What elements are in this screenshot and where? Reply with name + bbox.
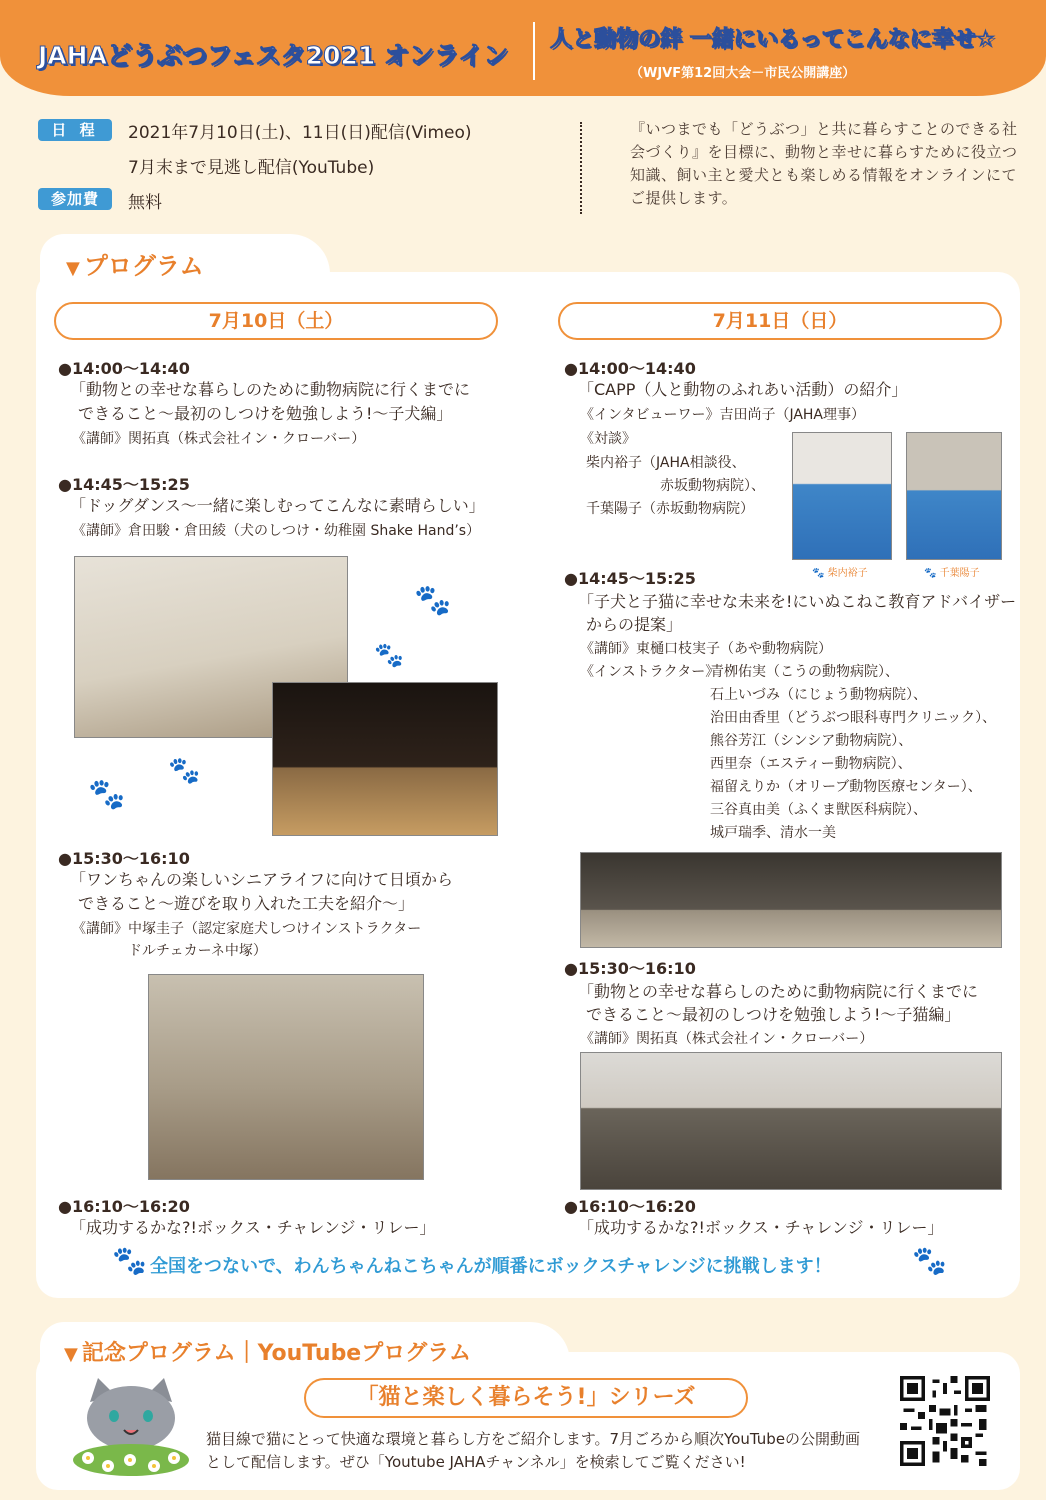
instructor-item: 西里奈（エスティー動物病院）、	[710, 756, 912, 772]
day2-session3-lecturer: 《講師》関拓真（株式会社イン・クローバー）	[580, 1031, 874, 1047]
day2-session2-lecturer: 《講師》東樋口枝実子（あや動物病院）	[580, 641, 832, 657]
schedule-line-2: 7月末まで見逃し配信(YouTube)	[128, 158, 375, 178]
info-divider	[580, 122, 582, 214]
day1-session3-title-2: できること～遊びを取り入れた工夫を紹介～」	[78, 894, 415, 913]
senior-dog-photo	[148, 974, 424, 1180]
instructor-item: 三谷真由美（ふくま獣医科病院）、	[710, 802, 927, 818]
day1-session1-lecturer: 《講師》関拓真（株式会社イン・クローバー）	[72, 431, 366, 447]
event-title: JAHAどうぶつフェスタ2021 オンライン	[38, 41, 509, 70]
caption-chiba	[924, 564, 980, 579]
program-heading-text: プログラム	[83, 252, 204, 280]
day1-session4-time: ●16:10～16:20	[58, 1197, 190, 1216]
schedule-label: 日 程	[38, 119, 112, 141]
paw-icon: 🐾	[112, 1244, 147, 1277]
day2-session4-title: 「成功するかな?!ボックス・チャレンジ・リレー」	[578, 1218, 944, 1237]
event-description: 『いつまでも「どうぶつ」と共に暮らすことのできる社会づくり』を目標に、動物と幸せに暮らすために役立つ知識、飼い主と愛犬とも楽しめる情報をオンラインにてご提供します。	[630, 120, 1018, 207]
day2-session1-title: 「CAPP（人と動物のふれあい活動）の紹介」	[578, 380, 908, 399]
day1-session3-title-1: 「ワンちゃんの楽しいシニアライフに向けて日頃から	[70, 870, 454, 889]
memorial-heading	[64, 1336, 471, 1367]
caption-shibanai	[812, 564, 868, 579]
qr-code-icon[interactable]	[900, 1376, 990, 1466]
triangle-down-icon: ▼	[66, 258, 80, 279]
day1-session1-title-1: 「動物との幸せな暮らしのために動物病院に行くまでに	[70, 380, 471, 399]
instructor-item: 熊谷芳江（シンシア動物病院）、	[710, 733, 913, 749]
event-subtitle-2: （WJVF第12回大会－市民公開講座）	[630, 66, 856, 81]
day2-session3-time: ●15:30～16:10	[564, 959, 696, 978]
day2-date: 7月11日（日）	[558, 302, 1002, 340]
day1-session1-time: ●14:00～14:40	[58, 359, 190, 378]
day2-session1-interviewer: 《インタビューワー》吉田尚子（JAHA理事）	[580, 407, 866, 423]
day2-session2-instructors-label: 《インストラクター》	[580, 664, 720, 680]
cat-illustration-icon	[68, 1372, 194, 1480]
paw-icon: 🐾	[414, 583, 452, 618]
paw-icon: 🐾	[812, 568, 825, 579]
paw-icon: 🐾	[168, 756, 201, 786]
schedule-line-1: 2021年7月10日(土)、11日(日)配信(Vimeo)	[128, 123, 472, 143]
program-slogan: 全国をつないで、わんちゃんねこちゃんが順番にボックスチャレンジに挑戦します！	[150, 1256, 832, 1277]
memorial-heading-text: 記念プログラム｜YouTubeプログラム	[81, 1341, 472, 1366]
event-subtitle: 人と動物の絆 一緒にいるってこんなに幸せ☆	[550, 27, 996, 52]
day1-session2-time: ●14:45～15:25	[58, 475, 190, 494]
portrait-shibanai	[792, 432, 892, 560]
program-heading	[66, 246, 204, 281]
day2-session1-person1-org: 赤坂動物病院）、	[660, 478, 765, 494]
day2-session3-title-2: できること～最初のしつけを勉強しよう!～子猫編」	[586, 1005, 961, 1024]
day1-date: 7月10日（土）	[54, 302, 498, 340]
day2-session1-time: ●14:00～14:40	[564, 359, 696, 378]
day2-session3-title-1: 「動物との幸せな暮らしのために動物病院に行くまでに	[578, 982, 979, 1001]
day2-session1-dialogue: 《対談》	[580, 431, 636, 447]
caption-chiba-text: 千葉陽子	[939, 568, 980, 579]
fee-label: 参加費	[38, 188, 112, 210]
dog-dance-photo-2	[272, 682, 498, 836]
day1-session1-title-2: できること～最初のしつけを勉強しよう!～子犬編」	[78, 404, 453, 423]
day1-session2-title: 「ドッグダンス～一緒に楽しむってこんなに素晴らしい」	[70, 496, 485, 515]
day2-session1-person2: 千葉陽子（赤坂動物病院）	[586, 501, 754, 517]
day1-session3-lecturer-2: ドルチェカーネ中塚）	[128, 943, 267, 959]
series-title: 「猫と楽しく暮らそう!」シリーズ	[304, 1378, 748, 1418]
triangle-down-icon: ▼	[64, 1344, 78, 1365]
day2-session1-person1: 柴内裕子（JAHA相談役、	[586, 455, 746, 471]
paw-icon: 🐾	[924, 568, 937, 579]
memorial-description: 猫目線で猫にとって快適な環境と暮らし方をご紹介します。7月ごろから順次YouTubeの公開動画として配信します。ぜひ「Youtube JAHAチャンネル」を検索してご覧ください!	[206, 1430, 861, 1471]
paw-icon: 🐾	[88, 777, 126, 812]
day2-session2-title-1: 「子犬と子猫に幸せな未来を!にいぬこねこ教育アドバイザー	[578, 592, 1017, 611]
day1-session3-time: ●15:30～16:10	[58, 849, 190, 868]
paw-icon: 🐾	[912, 1244, 947, 1277]
portrait-chiba	[906, 432, 1002, 560]
day2-session4-time: ●16:10～16:20	[564, 1197, 696, 1216]
instructor-item: 青栁佑実（こうの動物病院）、	[710, 664, 899, 680]
fee-value: 無料	[128, 193, 162, 213]
paw-icon: 🐾	[374, 641, 404, 669]
day2-session2-time: ●14:45～15:25	[564, 569, 696, 588]
instructors-stage-photo	[580, 852, 1002, 948]
caption-shibanai-text: 柴内裕子	[827, 568, 868, 579]
day1-session2-lecturer: 《講師》倉田駿・倉田綾（犬のしつけ・幼稚園 Shake Hand’s）	[72, 523, 481, 539]
day2-session2-title-2: からの提案」	[586, 615, 683, 634]
instructor-item: 石上いづみ（にじょう動物病院）、	[710, 687, 927, 703]
day1-session3-lecturer-1: 《講師》中塚圭子（認定家庭犬しつけインストラクター	[72, 921, 422, 937]
day1-session4-title: 「成功するかな?!ボックス・チャレンジ・リレー」	[70, 1218, 436, 1237]
kitten-session-photo	[580, 1052, 1002, 1190]
instructor-item: 治田由香里（どうぶつ眼科専門クリニック）、	[710, 710, 997, 726]
instructor-item: 城戸瑞季、清水一美	[710, 825, 836, 841]
header-divider	[533, 22, 535, 80]
instructor-item: 福留えりか（オリーブ動物医療センター）、	[710, 779, 982, 795]
